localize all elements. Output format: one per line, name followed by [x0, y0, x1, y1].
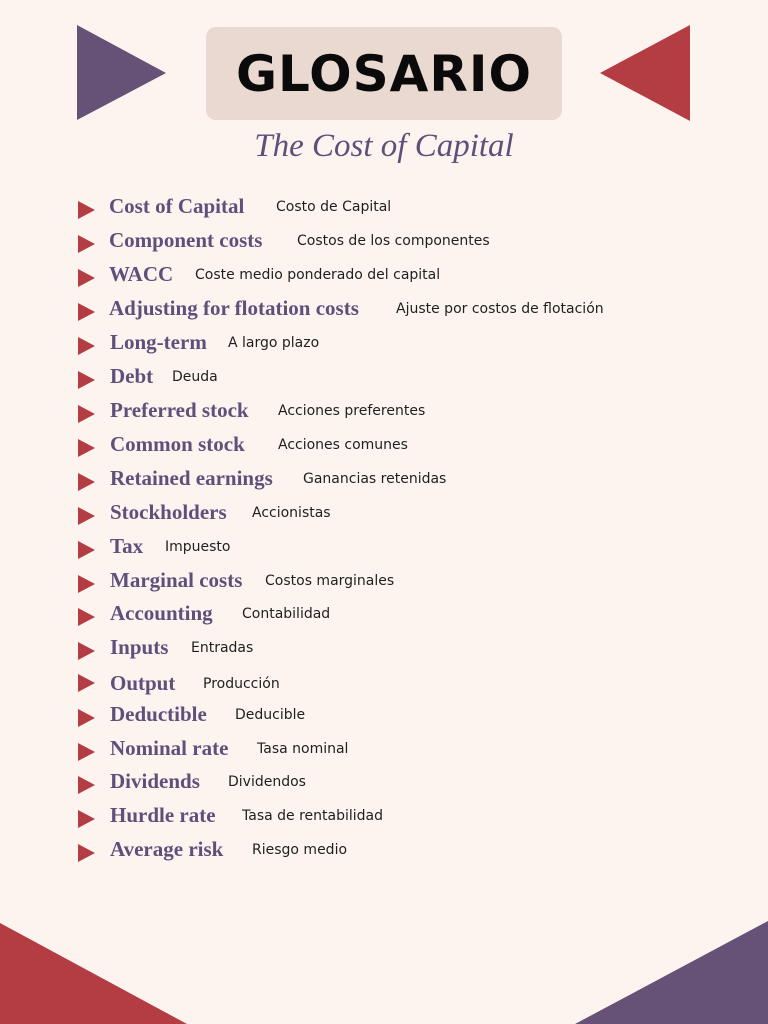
glossary-term: Long-term	[110, 330, 207, 354]
list-item	[0, 634, 768, 664]
glossary-translation: Impuesto	[165, 539, 231, 555]
triangle-bullet-icon	[78, 674, 95, 692]
glossary-translation: Riesgo medio	[252, 842, 348, 858]
glossary-translation: Costos marginales	[265, 573, 395, 589]
list-item	[0, 567, 768, 597]
page-title: GLOSARIO	[236, 44, 532, 103]
glossary-translation: Deuda	[172, 369, 218, 385]
list-item	[0, 227, 768, 257]
glossary-term: Tax	[110, 534, 144, 558]
glossary-translation: Acciones preferentes	[278, 403, 426, 419]
triangle-bullet-icon	[78, 337, 95, 355]
list-item	[0, 465, 768, 495]
glossary-term: Hurdle rate	[110, 803, 216, 827]
list-item	[0, 499, 768, 529]
glossary-translation: Ajuste por costos de flotación	[396, 301, 604, 317]
list-item	[0, 397, 768, 427]
list-item	[0, 768, 768, 798]
glossary-translation: Costos de los componentes	[297, 233, 490, 249]
glossary-term: Deductible	[110, 702, 207, 726]
list-item	[0, 735, 768, 765]
glossary-term: WACC	[109, 262, 174, 286]
glossary-term: Preferred stock	[110, 398, 249, 422]
list-item	[0, 431, 768, 461]
glossary-term: Nominal rate	[110, 736, 229, 760]
glossary-translation: Contabilidad	[242, 606, 331, 622]
glossary-term: Common stock	[110, 432, 245, 456]
glossary-term: Dividends	[110, 769, 200, 793]
list-item	[0, 670, 768, 700]
glossary-term: Retained earnings	[110, 466, 273, 490]
triangle-bullet-icon	[78, 575, 95, 593]
glossary-term: Average risk	[110, 837, 224, 861]
list-item	[0, 701, 768, 731]
glossary-translation: Coste medio ponderado del capital	[195, 267, 441, 283]
glossary-translation: Deducible	[235, 707, 306, 723]
glossary-translation: A largo plazo	[228, 335, 320, 351]
triangle-bullet-icon	[78, 303, 95, 321]
glossary-translation: Acciones comunes	[278, 437, 408, 453]
list-item	[0, 533, 768, 563]
triangle-bullet-icon	[78, 541, 95, 559]
glossary-translation: Tasa de rentabilidad	[242, 808, 383, 824]
list-item	[0, 261, 768, 291]
glossary-translation: Producción	[203, 676, 280, 692]
glossary-translation: Entradas	[191, 640, 254, 656]
glossary-translation: Accionistas	[252, 505, 331, 521]
list-item	[0, 329, 768, 359]
triangle-bullet-icon	[78, 473, 95, 491]
triangle-bullet-icon	[78, 642, 95, 660]
triangle-bullet-icon	[78, 201, 95, 219]
glossary-translation: Ganancias retenidas	[303, 471, 447, 487]
glossary-term: Component costs	[109, 228, 263, 252]
glossary-translation: Tasa nominal	[257, 741, 349, 757]
triangle-bullet-icon	[78, 810, 95, 828]
list-item	[0, 363, 768, 393]
list-item	[0, 193, 768, 223]
triangle-bullet-icon	[78, 608, 95, 626]
list-item	[0, 600, 768, 630]
triangle-bullet-icon	[78, 743, 95, 761]
triangle-bullet-icon	[78, 776, 95, 794]
list-item	[0, 836, 768, 866]
triangle-bullet-icon	[78, 439, 95, 457]
triangle-bullet-icon	[78, 235, 95, 253]
glossary-term: Accounting	[110, 601, 213, 625]
list-item	[0, 295, 768, 325]
glossary-term: Adjusting for flotation costs	[109, 296, 359, 320]
glossary-translation: Costo de Capital	[276, 199, 392, 215]
triangle-bullet-icon	[78, 405, 95, 423]
list-item	[0, 802, 768, 832]
triangle-bullet-icon	[78, 269, 95, 287]
glossary-term: Inputs	[110, 635, 169, 659]
glossary-term: Stockholders	[110, 500, 227, 524]
glossary-term: Marginal costs	[110, 568, 243, 592]
triangle-bullet-icon	[78, 507, 95, 525]
glossary-translation: Dividendos	[228, 774, 306, 790]
triangle-bullet-icon	[78, 844, 95, 862]
glossary-term: Debt	[110, 364, 154, 388]
triangle-bullet-icon	[78, 709, 95, 727]
glossary-term: Cost of Capital	[109, 194, 245, 218]
page-subtitle: The Cost of Capital	[254, 128, 514, 164]
glossary-term: Output	[110, 671, 176, 695]
triangle-bullet-icon	[78, 371, 95, 389]
